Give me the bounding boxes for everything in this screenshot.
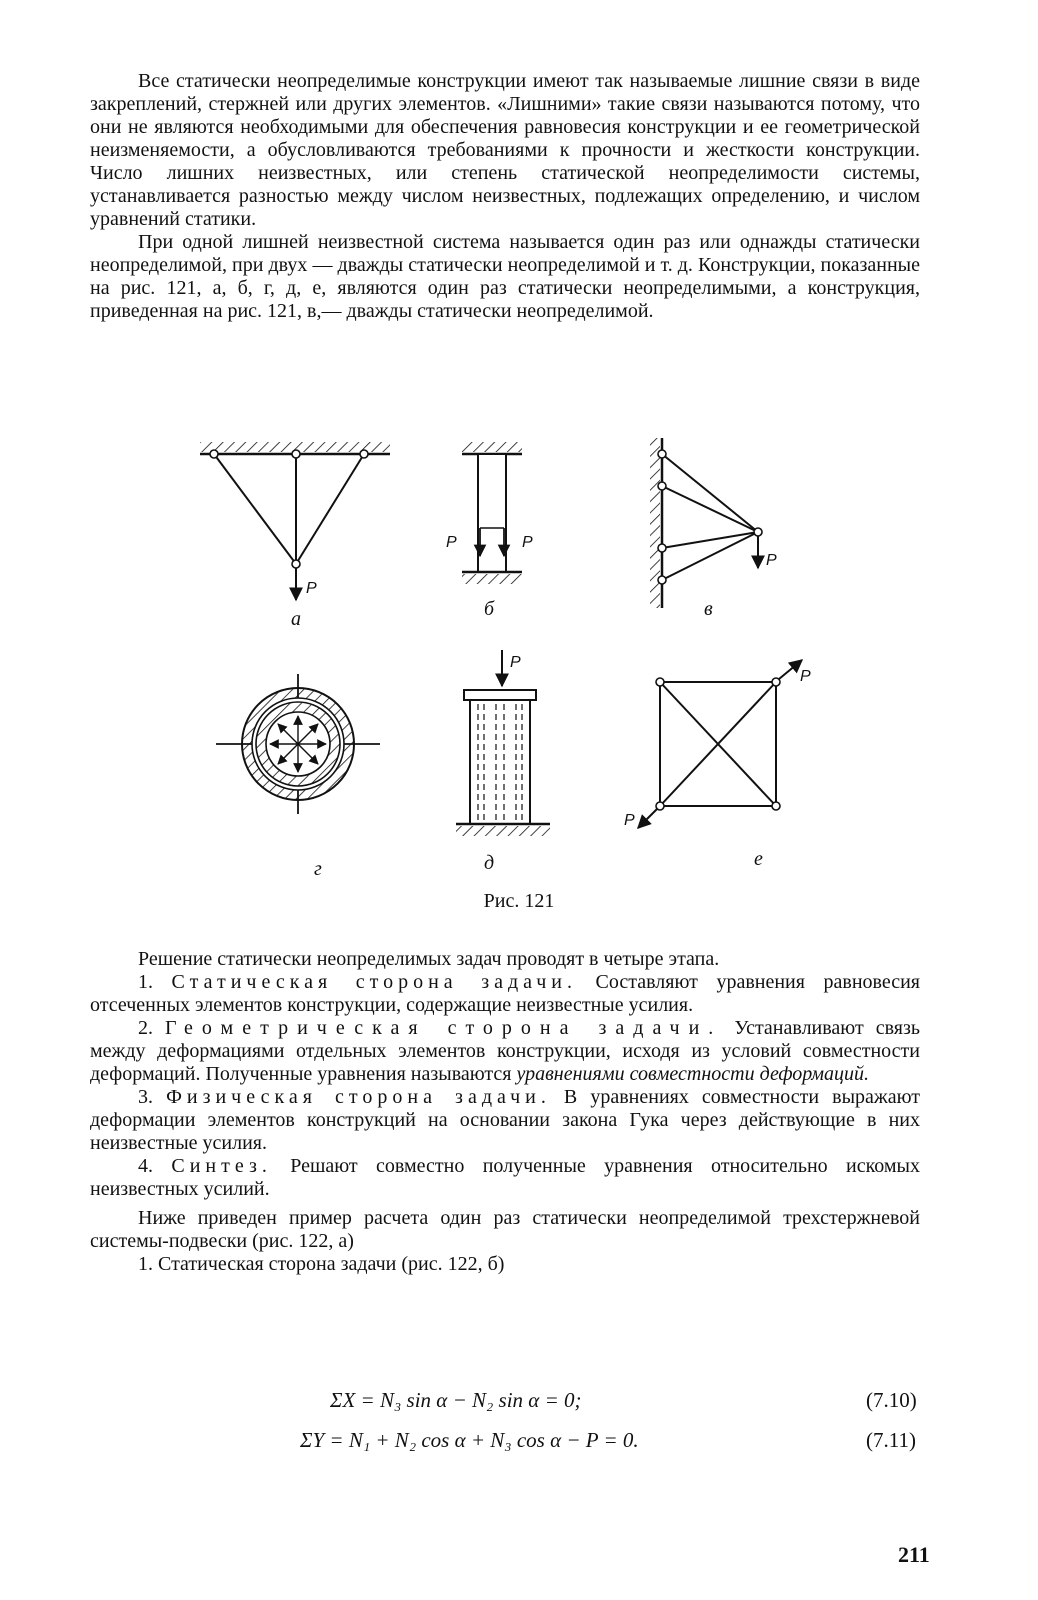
force-label-b-left: P [446, 534, 457, 551]
scheme-v-wall-truss [650, 438, 762, 608]
step-1-title: Статическая сторона задачи. [171, 971, 578, 993]
force-label-v: P [766, 552, 777, 569]
scheme-label-g: г [314, 858, 322, 880]
solution-steps [90, 948, 920, 1276]
intro-text [90, 70, 920, 323]
scheme-g-nested-rings [216, 674, 380, 814]
force-label-d: P [510, 654, 521, 671]
step-2 [90, 1017, 920, 1086]
scheme-label-v: в [704, 598, 713, 620]
scheme-label-e: е [754, 848, 763, 870]
figure-121 [180, 428, 860, 928]
force-label-e-top: P [800, 668, 811, 685]
scheme-b-fixed-bar [462, 442, 522, 584]
step-2-number: 2. [138, 1017, 153, 1039]
step-2-title: Геометрическая сторона задачи. [165, 1017, 723, 1039]
equation-7-10-number: (7.10) [866, 1388, 917, 1412]
step-3-title: Физическая сторона задачи. [166, 1086, 551, 1108]
equation-7-11-number: (7.11) [866, 1428, 916, 1452]
scheme-label-d: д [484, 852, 495, 874]
step-3-number: 3. [138, 1086, 153, 1108]
scheme-label-b: б [484, 598, 495, 620]
step-2-text: Устанавливают связь между деформациями отдельных элементов конструкции, исходя из условий совместности деформаций. Полученные уравнения называются [90, 1017, 921, 1085]
scheme-a-three-bar-suspension [200, 442, 390, 600]
step-3 [90, 1086, 920, 1155]
example-step-1: 1. Статическая сторона задачи (рис. 122, б) [138, 1253, 505, 1275]
step-3-text: В уравнениях совместности выражают деформации элементов конструкций на основании закона Гука через действующие в них неизвестные усилия. [90, 1086, 921, 1154]
step-4-text: Решают совместно полученные уравнения относительно искомых неизвестных усилий. [90, 1155, 920, 1200]
scheme-label-a: а [291, 608, 301, 630]
paragraph-degree-of-indeterminacy: При одной лишней неизвестной система называется один раз или однажды статически неопределимой, при двух — дважды статически неопределимой и т. д. Конструкции, показанные на рис. 121, а, б, г, д, е, являются один раз статически неопределимыми, а конструкция, приведенная на рис. 121, в,— дважды статически неопределимой. [90, 231, 920, 322]
step-4-number: 4. [138, 1155, 153, 1177]
page-number: 211 [898, 1542, 930, 1567]
example-intro: Ниже приведен пример расчета один раз статически неопределимой трехстержневой системы-подвески (рис. 122, а) [90, 1207, 920, 1252]
step-1-number: 1. [138, 971, 153, 993]
steps-lead: Решение статически неопределимых задач проводят в четыре этапа. [138, 948, 720, 970]
step-2-term: уравнениями совместности деформаций. [516, 1063, 870, 1085]
figure-caption: Рис. 121 [483, 890, 555, 912]
force-label-b-right: P [522, 534, 533, 551]
step-4 [90, 1155, 920, 1201]
scheme-e-square-frame [638, 660, 802, 828]
step-4-title: Синтез. [171, 1155, 272, 1177]
step-1-text: Составляют уравнения равновесия отсеченных элементов конструкции, содержащие неизвестные усилия. [90, 971, 920, 1016]
equation-7-10-formula: ΣX = N₃ sin α − N₂ sin α = 0; [330, 1388, 582, 1412]
force-label-e-bottom: P [624, 812, 635, 829]
scheme-d-composite-column [456, 650, 550, 836]
step-1 [90, 971, 920, 1017]
equation-7-11-formula: ΣY = N₁ + N₂ cos α + N₃ cos α − P = 0. [300, 1428, 639, 1452]
force-label-a: P [306, 580, 317, 597]
paragraph-redundant-constraints: Все статически неопределимые конструкции имеют так называемые лишние связи в виде закреплений, стержней или других элементов. «Лишними» такие связи называются потому, что они не являются необходимыми для обеспечения равновесия конструкции и ее геометрической неизменяемости, а обусловливаются требованиями к прочности и жесткости конструкции. Число лишних неизвестных, или степень статической неопределимости системы, устанавливается разностью между числом неизвестных, подлежащих определению, и числом уравнений статики. [90, 70, 920, 230]
